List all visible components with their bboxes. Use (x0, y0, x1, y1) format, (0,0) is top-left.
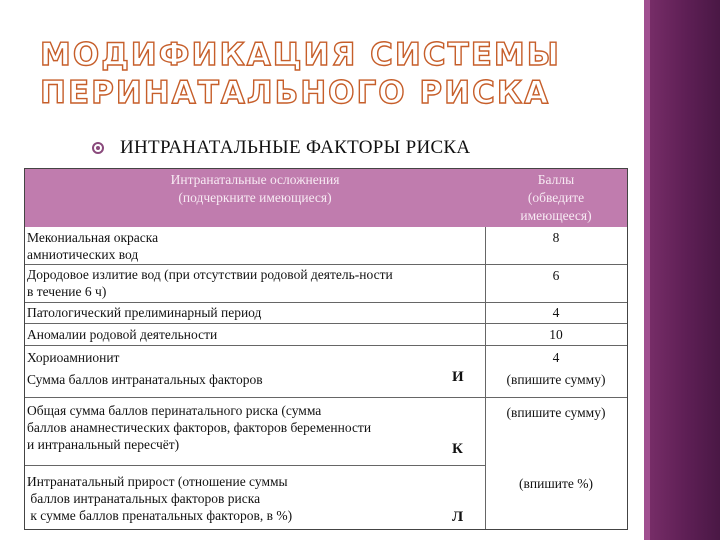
row-score: 8 (552, 230, 560, 245)
row-label-line: Патологический прелиминарный период (27, 305, 262, 320)
row-score: 4 (552, 350, 560, 365)
row-label-line: Дородовое излитие вод (при отсутствии родовой деятель-ности (27, 267, 393, 282)
row-divider (25, 345, 627, 346)
row-label-line: Аномалии родовой деятельности (27, 327, 218, 342)
row-label-line: амниотических вод (27, 247, 139, 262)
column-divider (485, 227, 486, 529)
table-row-label (27, 371, 483, 388)
subtitle: ИНТРАНАТАЛЬНЫЕ ФАКТОРЫ РИСКА (120, 137, 471, 158)
row-score: 10 (549, 327, 563, 342)
row-label-line: Интранатальный прирост (отношение суммы (27, 474, 288, 489)
row-mark: И (452, 369, 464, 385)
header-complications-line: (подчеркните имеющиеся) (178, 190, 332, 205)
header-scores (487, 171, 625, 225)
row-score: 4 (552, 305, 560, 320)
row-label-line: к сумме баллов пренатальных факторов, в %) (27, 508, 293, 523)
row-score: 6 (552, 268, 560, 283)
header-complications (25, 171, 485, 207)
row-divider (25, 323, 627, 324)
slide-title-line-1: МОДИФИКАЦИЯ СИСТЕМЫ (40, 37, 561, 73)
decorative-side-band (644, 0, 720, 540)
row-label-line: Мекониальная окраска (27, 230, 159, 245)
risk-factors-table (24, 168, 628, 530)
slide-title (40, 36, 560, 112)
header-scores-line: имеющееся) (520, 208, 592, 223)
row-label-line: и интранальный пересчёт) (27, 437, 180, 452)
header-scores-line: (обведите (527, 190, 585, 205)
row-divider (25, 264, 627, 265)
table-header (25, 169, 627, 227)
row-label-line: баллов интранатальных факторов риска (27, 491, 261, 506)
row-score: (впишите сумму) (506, 405, 606, 420)
table-row-label (27, 402, 483, 453)
table-row-label (27, 473, 483, 524)
row-label-line: Общая сумма баллов перинатального риска (сумма (27, 403, 322, 418)
table-row-label (27, 349, 483, 366)
table-row-label (27, 266, 483, 300)
row-score: (впишите %) (519, 476, 593, 491)
row-label-line: Сумма баллов интранатальных факторов (27, 372, 263, 387)
header-complications-line: Интранатальные осложнения (170, 172, 340, 187)
table-row-label (27, 304, 483, 321)
header-scores-line: Баллы (537, 172, 575, 187)
slide-title-line-2: ПЕРИНАТАЛЬНОГО РИСКА (40, 75, 551, 111)
row-mark: Л (452, 509, 464, 525)
table-row-label (27, 229, 483, 263)
row-divider (25, 302, 627, 303)
row-label-line: в течение 6 ч) (27, 284, 107, 299)
bullet-icon (92, 142, 104, 154)
row-divider (25, 465, 485, 466)
subtitle-row (92, 135, 470, 161)
row-divider (25, 397, 627, 398)
row-mark: К (452, 441, 463, 457)
row-label-line: Хориоамнионит (27, 350, 120, 365)
row-label-line: баллов анамнестических факторов, факторов беременности (27, 420, 372, 435)
table-row-label (27, 326, 483, 343)
row-score: (впишите сумму) (506, 372, 606, 387)
